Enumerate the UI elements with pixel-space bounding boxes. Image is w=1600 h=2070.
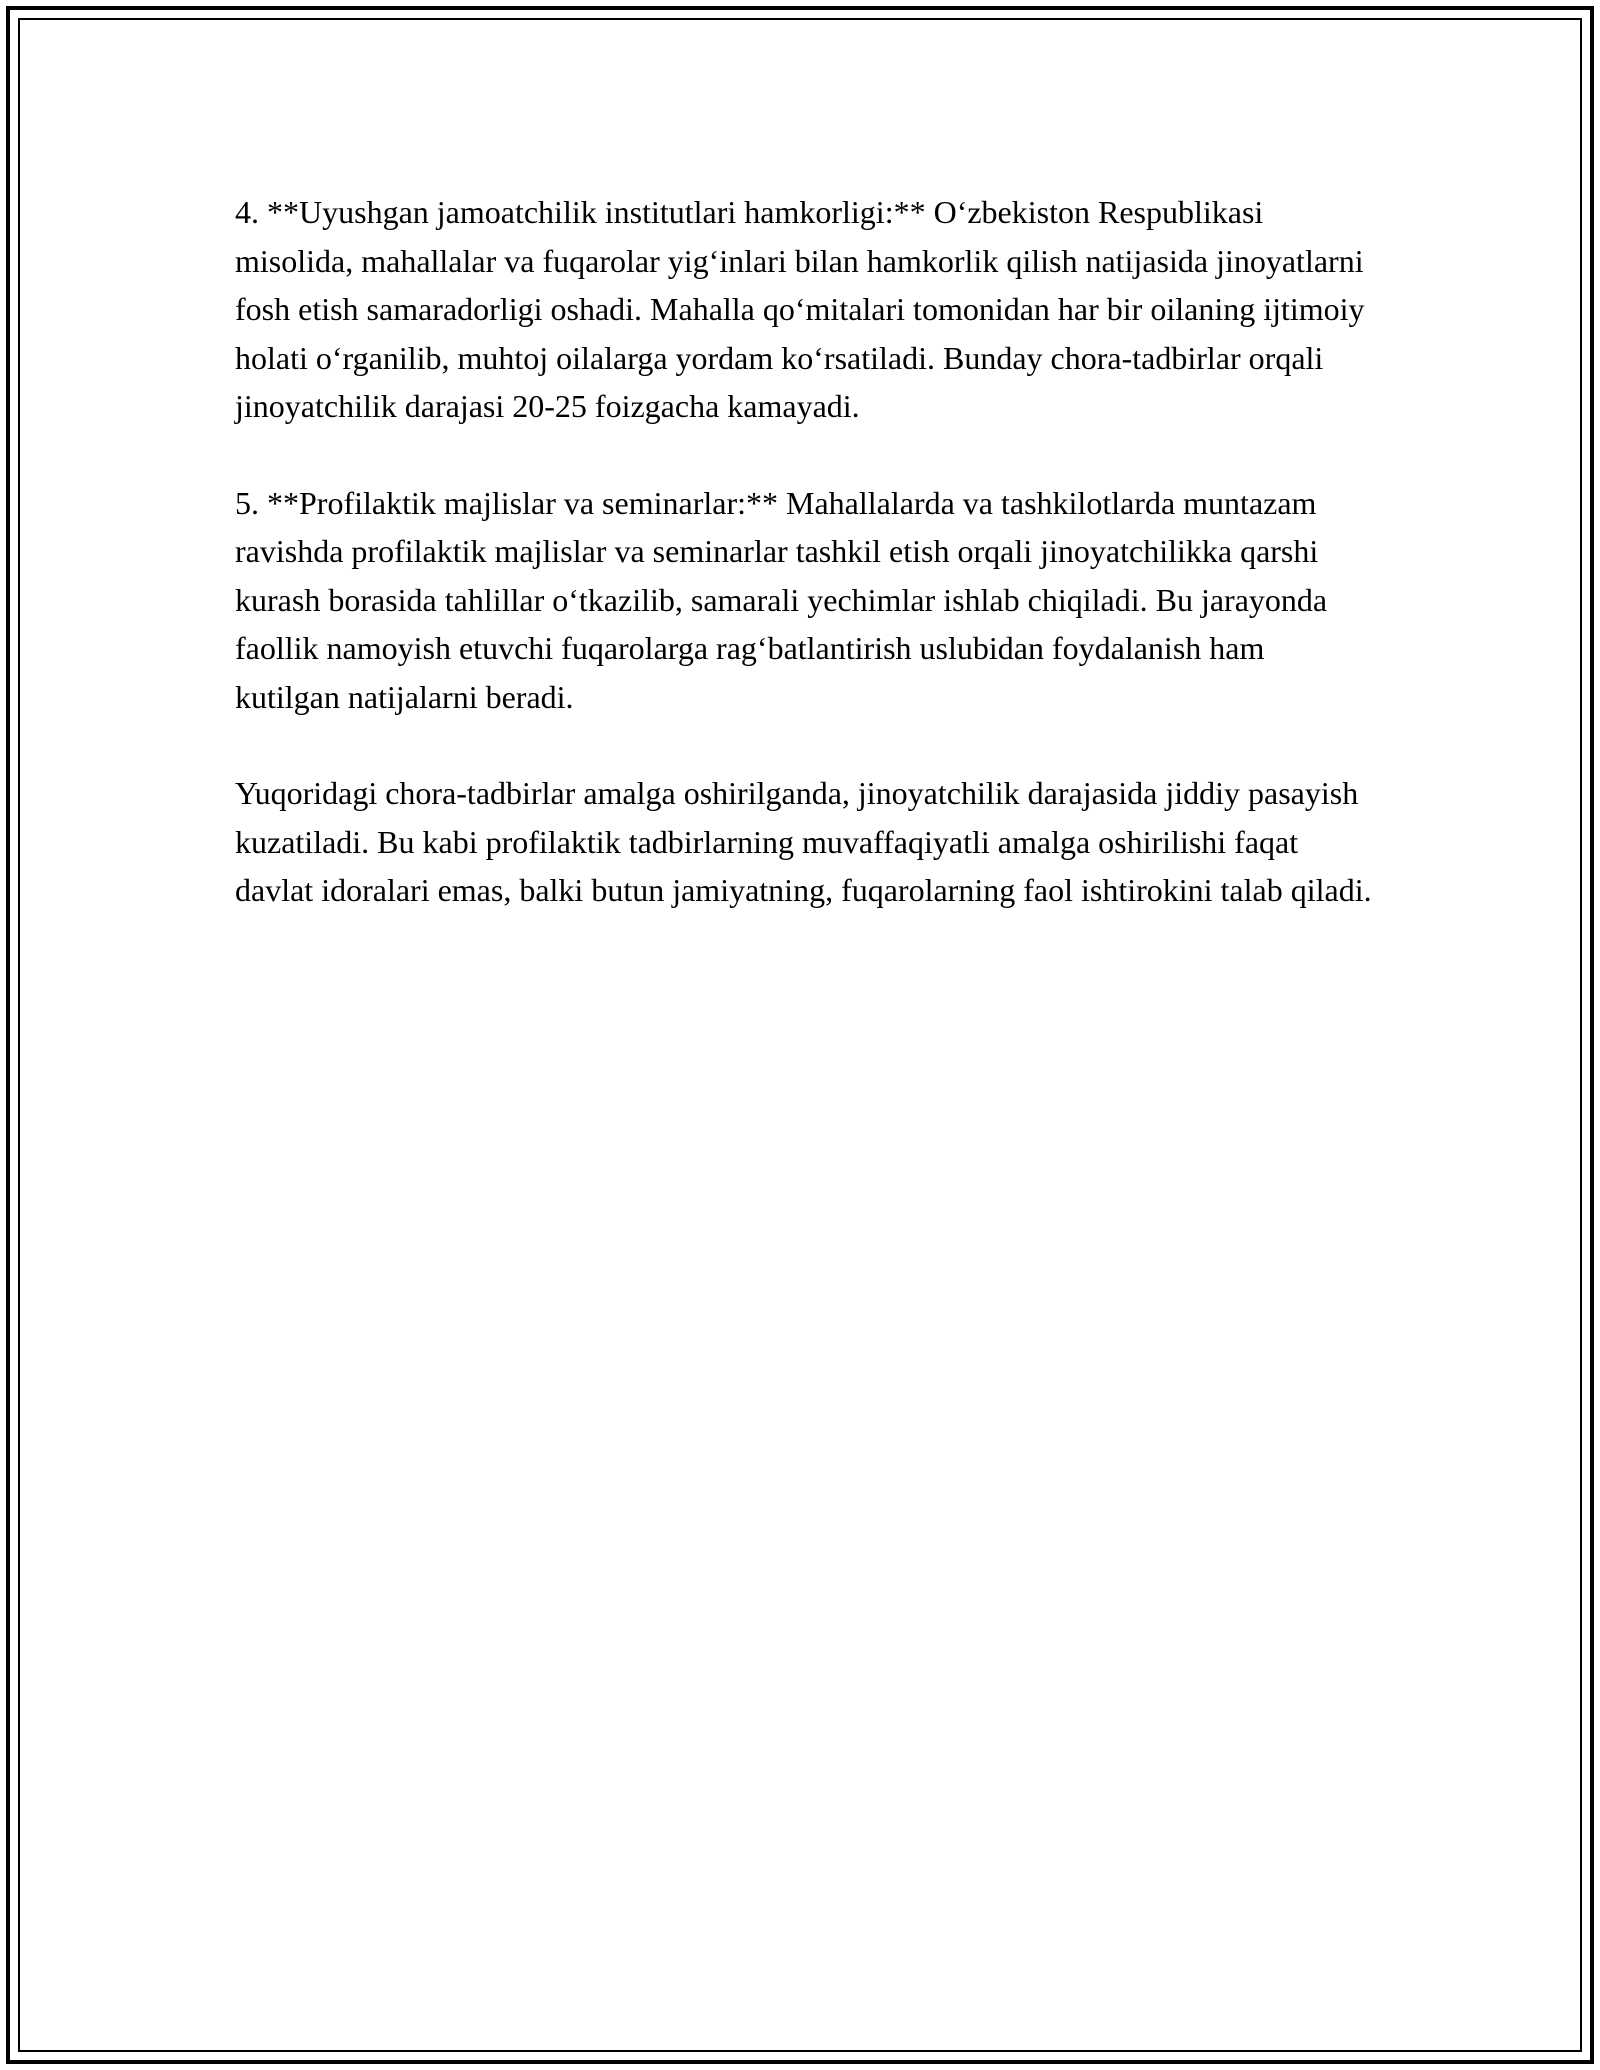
paragraph-item-5: 5. **Profilaktik majlislar va seminarlar:** Mahallalarda va tashkilotlarda muntazam ravishda profilaktik majlislar va seminarlar tashkil etish orqali jinoyatchilikka qarshi kurash borasida tahlillar o‘tkazilib, samarali yechimlar ishlab chiqiladi. Bu jarayonda faollik namoyish etuvchi fuqarolarga rag‘batlantirish uslubidan foydalanish ham kutilgan natijalarni beradi. <box>235 484 1328 715</box>
paragraph-conclusion: Yuqoridagi chora-tadbirlar amalga oshirilganda, jinoyatchilik darajasida jiddiy pasayish kuzatiladi. Bu kabi profilaktik tadbirlarning muvaffaqiyatli amalga oshirilishi faqat davlat idoralari emas, balki butun jamiyatning, fuqarolarning faol ishtirokini talab qiladi. <box>235 775 1372 908</box>
paragraph-item-4: 4. **Uyushgan jamoatchilik institutlari hamkorligi:** O‘zbekiston Respublikasi misolida, mahallalar va fuqarolar yig‘inlari bilan hamkorlik qilish natijasida jinoyatlarni fosh etish samaradorligi oshadi. Mahalla qo‘mitalari tomonidan har bir oilaning ijtimoiy holati o‘rganilib, muhtoj oilalarga yordam ko‘rsatiladi. Bunday chora-tadbirlar orqali jinoyatchilik darajasi 20-25 foizgacha kamayadi. <box>235 194 1365 424</box>
document-body <box>235 188 1375 963</box>
